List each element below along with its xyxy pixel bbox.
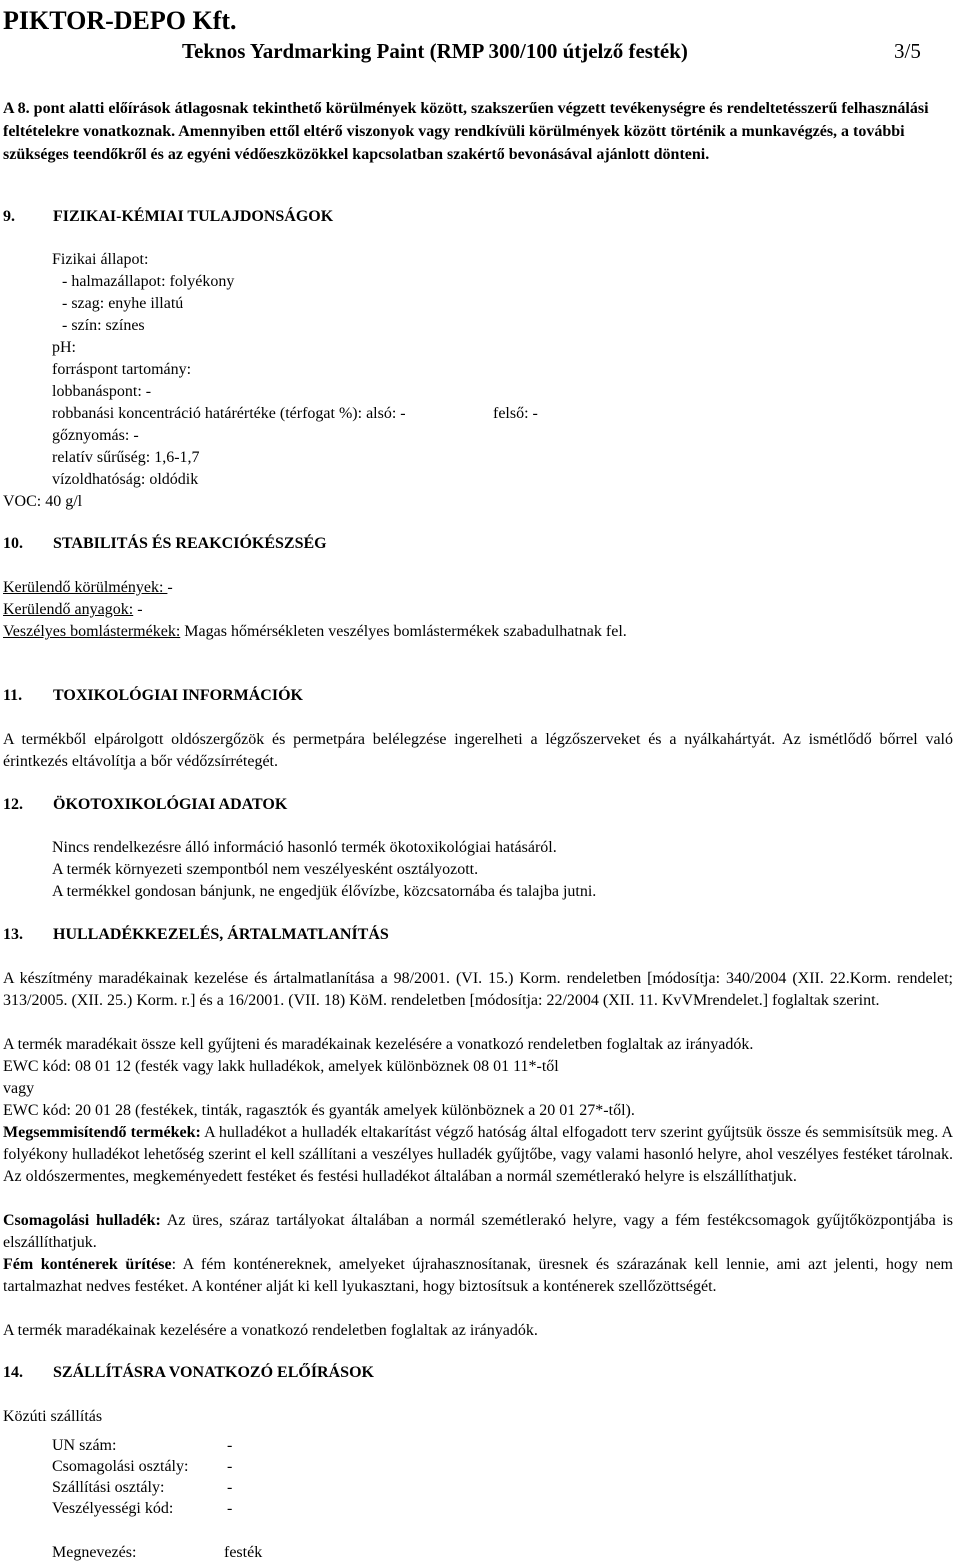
section-13-heading bbox=[3, 924, 389, 945]
disposal-products-text: A hulladékot a hulladék eltakarítást végző hatóság által elfogadott terv szerint gyűjtsük össze és semmisítsük meg. A folyékony hulladékot lehetőség szerint el kell szállítani a veszélyes hulladék gyűjtőbe, vagy valami hasonló helyre, ahol veszélyes festéket tárolnak. Az oldószermentes, megkeményedett festéket és festési hulladékot általában a normál szemétlerakó helyre is elszállíthatjuk. bbox=[3, 1124, 954, 1185]
explosion-limit-upper: felső: - bbox=[493, 405, 538, 422]
transport-item bbox=[52, 1456, 232, 1478]
decomposition-label: Veszélyes bomlástermékek: bbox=[3, 623, 181, 640]
transport-item-label: Csomagolási osztály: bbox=[52, 1458, 189, 1475]
vapour-pressure-line: gőznyomás: - bbox=[52, 427, 139, 444]
section-title: TOXIKOLÓGIAI INFORMÁCIÓK bbox=[53, 687, 303, 704]
physical-state-label: Fizikai állapot: bbox=[52, 251, 149, 268]
transport-item-value: - bbox=[227, 1479, 233, 1496]
metal-containers-label: Fém konténerek ürítése bbox=[3, 1256, 172, 1273]
section-title: STABILITÁS ÉS REAKCIÓKÉSZSÉG bbox=[53, 535, 327, 552]
flash-point-line: lobbanáspont: - bbox=[52, 383, 152, 400]
transport-item-label: Szállítási osztály: bbox=[52, 1479, 165, 1496]
conditions-to-avoid bbox=[3, 577, 173, 599]
section-title: ÖKOTOXIKOLÓGIAI ADATOK bbox=[53, 796, 288, 813]
materials-label: Kerülendő anyagok: bbox=[3, 601, 134, 618]
section-title: SZÁLLÍTÁSRA VONATKOZÓ ELŐÍRÁSOK bbox=[53, 1364, 374, 1381]
ecotox-line: Nincs rendelkezésre álló információ hasonló termék ökotoxikológiai hatásáról. bbox=[52, 839, 557, 856]
designation-value: festék bbox=[224, 1544, 263, 1561]
designation-line bbox=[52, 1542, 262, 1564]
transport-item bbox=[52, 1435, 232, 1457]
decomposition-value: Magas hőmérsékleten veszélyes bomlástermékek szabadulhatnak fel. bbox=[180, 623, 627, 640]
ewc-or: vagy bbox=[3, 1080, 35, 1097]
ewc-code-1: EWC kód: 08 01 12 (festék vagy lakk hulladékok, amelyek különböznek 08 01 11*-től bbox=[3, 1058, 559, 1075]
relative-density-line: relatív sűrűség: 1,6-1,7 bbox=[52, 449, 200, 466]
transport-item-value: - bbox=[227, 1458, 233, 1475]
ecotox-line: A termék környezeti szempontból nem veszélyesként osztályozott. bbox=[52, 861, 479, 878]
section-number: 12. bbox=[3, 796, 23, 813]
metal-containers-text: : A fém konténereknek, amelyeket újrahasznosítanak, üresnek és szárazának kell lennie, ami azt jelenti, hogy nem tartalmazhat nedves festéket. A konténer alját ki kell lyukasztani, hogy biztosítsuk a konténerek szellőzöttségét. bbox=[3, 1256, 953, 1295]
disposal-legal-paragraph: A készítmény maradékainak kezelése és ártalmatlanítása a 98/2001. (VI. 15.) Korm. rendeletben [módosítja: 340/2004 (XII. 22.Korm. rendelet; 313/2005. (XII. 25.) Korm. r.] és a 16/2001. (VII. 18) KöM. rendeletben [módosítja: 22/2004 (XII. 11. KvVMrendelet.] foglaltak szerint. bbox=[3, 970, 953, 1009]
conditions-value: - bbox=[167, 579, 173, 596]
section-number: 11. bbox=[3, 687, 23, 704]
intro-paragraph: A 8. pont alatti előírások átlagosnak tekinthető körülmények között, szakszerűen végzett tevékenységre és rendeltetésszerű felhasználási feltételekre vonatkoznak. Amennyiben ettől eltérő viszonyok vagy rendkívüli körülmények között történik a munkavégzés, a további szükséges teendőkről és az egyéni védőeszközökkel kapcsolatban szakértő bevonásával ajánlott dönteni. bbox=[3, 100, 929, 163]
state-item: - halmazállapot: folyékony bbox=[62, 273, 235, 290]
explosion-limit-lower: robbanási koncentráció határértéke (térfogat %): alsó: - bbox=[52, 405, 406, 422]
section-title: HULLADÉKKEZELÉS, ÁRTALMATLANÍTÁS bbox=[53, 926, 389, 943]
section-title: FIZIKAI-KÉMIAI TULAJDONSÁGOK bbox=[53, 208, 334, 225]
company-name: PIKTOR-DEPO Kft. bbox=[3, 6, 237, 35]
metal-containers-paragraph bbox=[3, 1254, 953, 1298]
conditions-label: Kerülendő körülmények: bbox=[3, 579, 168, 596]
solubility-line: vízoldhatóság: oldódik bbox=[52, 471, 199, 488]
product-title: Teknos Yardmarking Paint (RMP 300/100 útjelző festék) bbox=[182, 39, 688, 63]
section-number: 10. bbox=[3, 535, 23, 552]
disposal-last-line: A termék maradékainak kezelésére a vonatkozó rendeletben foglaltak az irányadók. bbox=[3, 1322, 538, 1339]
disposal-products-paragraph bbox=[3, 1122, 953, 1188]
section-10-heading bbox=[3, 533, 327, 554]
transport-item bbox=[52, 1477, 232, 1499]
section-9-heading bbox=[3, 206, 333, 227]
transport-item-value: - bbox=[227, 1500, 233, 1517]
materials-to-avoid bbox=[3, 599, 143, 621]
ecotox-line: A termékkel gondosan bánjunk, ne engedjük élővízbe, közcsatornába és talajba jutni. bbox=[52, 883, 597, 900]
transport-item-label: Veszélyességi kód: bbox=[52, 1500, 174, 1517]
designation-label: Megnevezés: bbox=[52, 1544, 137, 1561]
section-number: 9. bbox=[3, 208, 15, 225]
section-number: 14. bbox=[3, 1364, 23, 1381]
voc-line: VOC: 40 g/l bbox=[3, 493, 83, 510]
section-14-heading bbox=[3, 1362, 374, 1383]
disposal-products-label: Megsemmisítendő termékek: bbox=[3, 1124, 201, 1141]
road-transport-label: Közúti szállítás bbox=[3, 1408, 103, 1425]
ph-line: pH: bbox=[52, 339, 76, 356]
transport-item-label: UN szám: bbox=[52, 1437, 117, 1454]
packaging-waste-paragraph bbox=[3, 1210, 953, 1254]
packaging-waste-label: Csomagolási hulladék: bbox=[3, 1212, 161, 1229]
disposal-residues-line: A termék maradékait össze kell gyűjteni és maradékainak kezelésére a vonatkozó rendeletben foglaltak az irányadók. bbox=[3, 1036, 754, 1053]
section-11-heading bbox=[3, 685, 303, 706]
transport-item-value: - bbox=[227, 1437, 233, 1454]
transport-item bbox=[52, 1498, 232, 1520]
materials-value: - bbox=[133, 601, 143, 618]
section-number: 13. bbox=[3, 926, 23, 943]
decomposition-products bbox=[3, 621, 627, 643]
boiling-range-line: forráspont tartomány: bbox=[52, 361, 192, 378]
ewc-code-2: EWC kód: 20 01 28 (festékek, tinták, ragasztók és gyanták amelyek különböznek a 20 01 27*-től). bbox=[3, 1102, 635, 1119]
toxicology-paragraph: A termékből elpárolgott oldószergőzök és permetpára belélegzése ingerelheti a légzőszerveket és a nyálkahártyát. Az ismétlődő bőrrel való érintkezés eltávolítja a bőr védőzsírrétegét. bbox=[3, 731, 953, 770]
page-number: 3/5 bbox=[894, 39, 921, 63]
packaging-waste-text: Az üres, száraz tartályokat általában a normál szemétlerakó helyre, vagy a fém festékcsomagok gyűjtőközpontjába is elszállíthatjuk. bbox=[3, 1212, 954, 1251]
state-item: - szag: enyhe illatú bbox=[62, 295, 184, 312]
state-item: - szín: színes bbox=[62, 317, 145, 334]
section-12-heading bbox=[3, 794, 287, 815]
